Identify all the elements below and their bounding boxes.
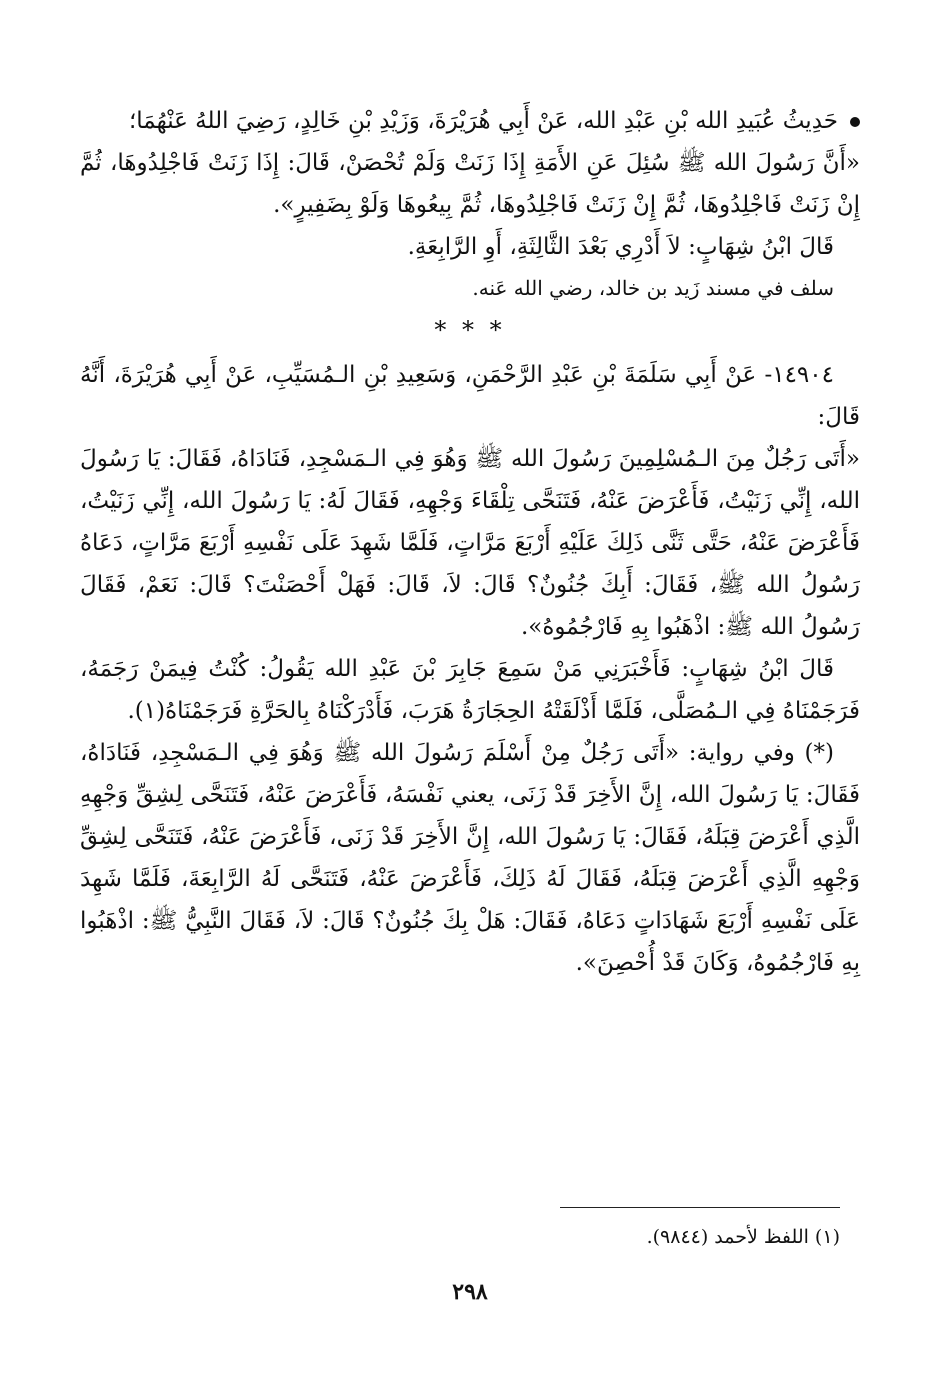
footnote: (١) اللفظ لأحمد (٩٨٤٤). [646, 1226, 840, 1248]
riwaya-text: (*) وفي رواية: «أَتَى رَجُلٌ مِنْ أَسْلَمَ رَسُولَ الله ﷺ وَهُوَ فِي الـمَسْجِدِ، فَنَادَاهُ، فَقَالَ: يَا رَسُولَ الله، إِنَّ الأَخِرَ قَدْ زَنَى، يعني نَفْسَهُ، فَأَعْرَضَ عَنْهُ، فَتَنَحَّى لِشِقِّ وَجْهِهِ الَّذِي أَعْرَضَ قِبَلَهُ، فَقَالَ: يَا رَسُولَ الله، إِنَّ الأَخِرَ قَدْ زَنَى، فَأَعْرَضَ عَنْهُ، فَتَنَحَّى لِشِقِّ وَجْهِهِ الَّذِي أَعْرَضَ قِبَلَهُ، فَقَالَ لَهُ ذَلِكَ، فَأَعْرَضَ عَنْهُ، فَتَنَحَّى لَهُ الرَّابِعَةَ، فَلَمَّا شَهِدَ عَلَى نَفْسِهِ أَرْبَعَ شَهَادَاتٍ دَعَاهُ، فَقَالَ: هَلْ بِكَ جُنُونٌ؟ قَالَ: لاَ، فَقَالَ النَّبِيُّ ﷺ: اذْهَبُوا بِهِ فَارْجُمُوهُ، وَكَانَ قَدْ أُحْصِنَ». [80, 740, 860, 976]
salaf-note: سلف في مسند زَيد بن خالد، رضي الله عَنه. [472, 276, 834, 300]
section-separator: * * * [434, 316, 506, 344]
bullet-icon [850, 117, 860, 127]
hadith-14904-intro: ١٤٩٠٤- عَنْ أَبِي سَلَمَةَ بْنِ عَبْدِ الرَّحْمَنِ، وَسَعِيدِ بْنِ الـمُسَيِّبِ، عَنْ أَبِي هُرَيْرَةَ، أَنَّهُ قَالَ: [80, 362, 860, 430]
ibn-shihab-note: قَالَ ابْنُ شِهَابٍ: لاَ أَدْرِي بَعْدَ الثَّالِثَةِ، أَوِ الرَّابِعَةِ. [407, 234, 834, 260]
page-body [80, 100, 860, 984]
hadith-14904-text: «أَتَى رَجُلٌ مِنَ الـمُسْلِمِينَ رَسُولَ الله ﷺ وَهُوَ فِي الـمَسْجِدِ، فَنَادَاهُ، فَقَالَ: يَا رَسُولَ الله، إِنِّي زَنَيْتُ، فَأَعْرَضَ عَنْهُ، فَتَنَحَّى تِلْقَاءَ وَجْهِهِ، فَقَالَ لَهُ: يَا رَسُولَ الله، إِنِّي زَنَيْتُ، فَأَعْرَضَ عَنْهُ، حَتَّى ثَنَّى ذَلِكَ عَلَيْهِ أَرْبَعَ مَرَّاتٍ، فَلَمَّا شَهِدَ عَلَى نَفْسِهِ أَرْبَعَ مَرَّاتٍ، دَعَاهُ رَسُولُ الله ﷺ، فَقَالَ: أَبِكَ جُنُونٌ؟ قَالَ: لاَ، قَالَ: فَهَلْ أَحْصَنْتَ؟ قَالَ: نَعَمْ، فَقَالَ رَسُولُ الله ﷺ: اذْهَبُوا بِهِ فَارْجُمُوهُ». [80, 446, 860, 640]
ibn-shihab-jabir-note: قَالَ ابْنُ شِهَابٍ: فَأَخْبَرَنِي مَنْ سَمِعَ جَابِرَ بْنَ عَبْدِ الله يَقُولُ: كُنْتُ فِيمَنْ رَجَمَهُ، فَرَجَمْنَاهُ فِي الـمُصَلَّى، فَلَمَّا أَذْلَقَتْهُ الحِجَارَةُ هَرَبَ، فَأَدْرَكْنَاهُ بِالحَرَّةِ فَرَجَمْنَاهُ(١). [80, 656, 860, 724]
hadith-text: «أَنَّ رَسُولَ الله ﷺ سُئِلَ عَنِ الأَمَةِ إِذَا زَنَتْ وَلَمْ تُحْصَنْ، قَالَ: إِذَا زَنَتْ فَاجْلِدُوهَا، ثُمَّ إِنْ زَنَتْ فَاجْلِدُوهَا، ثُمَّ إِنْ زَنَتْ فَاجْلِدُوهَا، ثُمَّ بِيعُوهَا وَلَوْ بِضَفِيرٍ». [80, 150, 860, 218]
hadith-heading-text: حَدِيثُ عُبَيدِ الله بْنِ عَبْدِ الله، عَنْ أَبِي هُرَيْرَةَ، وَزَيْدِ بْنِ خَالِدٍ، رَضِيَ اللهُ عَنْهُمَا؛ [128, 108, 838, 134]
hadith-heading [80, 100, 860, 142]
footnote-divider [560, 1207, 840, 1208]
page-number: ٢٩٨ [452, 1279, 488, 1305]
